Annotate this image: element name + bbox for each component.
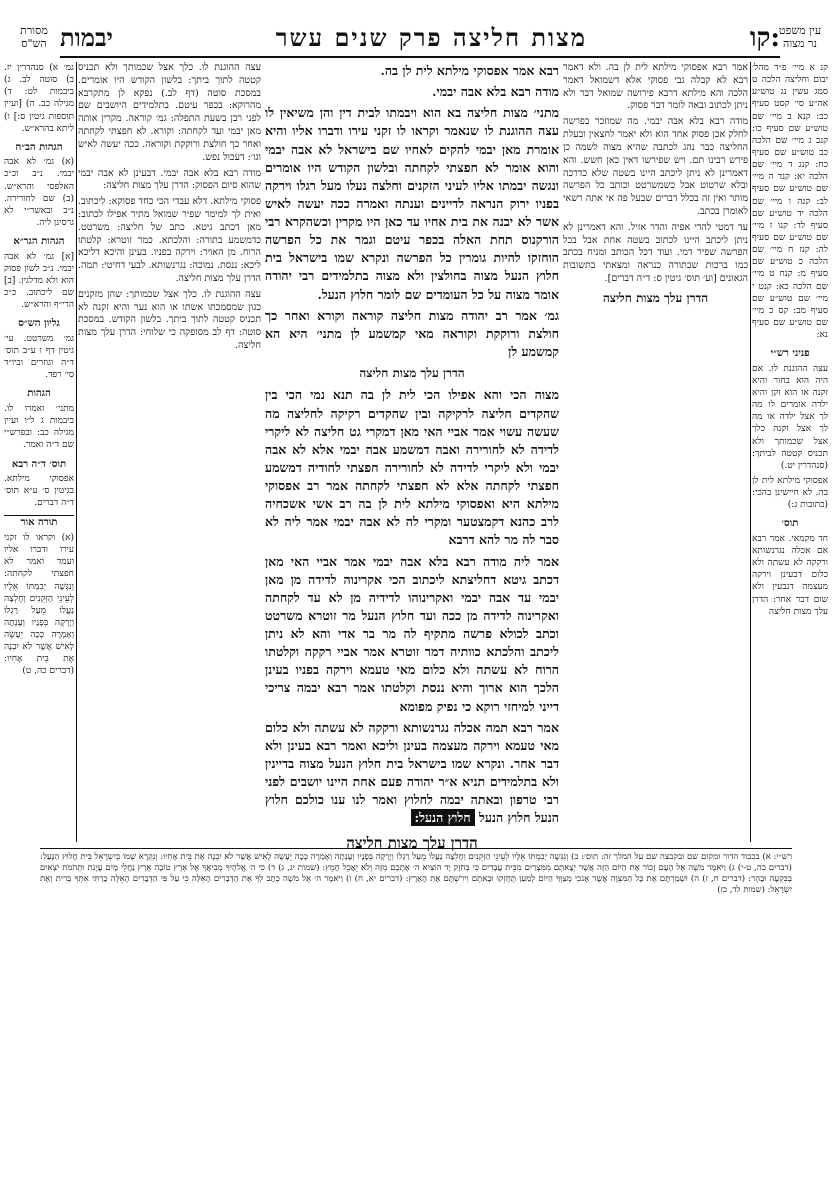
tosfot-hadran: הדרן עלך מצות חליצה [602, 290, 709, 305]
gemara-p6: אמר ליה מודה רבא בלא אבה יבמי אמר אביי האי מאן דכתב גיטא דחליצתא ליכתוב הכי אקרינוה לדידה מן מאן יבמי עד אבה יבמי ואקרינוהו לדידיה מן לא עד לקחתה ואקרינוה לדידה מן ככה ועד חלוץ הנעל מר זוטרא משרטט וכתב לכולא פרשה מתקיף לה מר בר אדי והא לא ניתן ליכתב והלכתא כוותיה דמר זוטרא אמר אביי רקקה וקלטתו הרוח לא עשתה ולא כלום מאי טעמא וירקה בפניו בעינן הלכך הוא ארוך והיא ננסת וקלטתו אמר רבא יבמה צריכי דייני למיחזי רוקא כי נפיק מפומא [265, 553, 559, 714]
rashi-paragraph-3: פסוקי מילתא. דלא עבדי הכי כחד פסוקא: ליכתוב. ואית לך למימר שפיר שמואל מתיר אפילו לכתוב: מאן דכתב גיטא. כתב של חליצה: משרטט. כדמשמע בתורה: והלכתא. כמר זוטרא: קלטתו הרוח. מן האויר: וירקה בפניו. בעינן והיכא דליכא ליכא: ננסת. נמוכה: נגרנשותא. לבעי דחיטי: תמה. הדרן עלך מצות חליצה. [78, 196, 261, 284]
torah-or-text: (א) וקראו לו זקני עירו ודברו אליו ועמד ואמר לא חפצתי לקחתה: וְנִגְּשָׁה יְבִמְתּוֹ אֵלָיו לְעֵינֵי הַזְּקֵנִים וְחָלְצָה נַעֲלוֹ מֵעַל רַגְלוֹ וְיָרְקָה בְּפָנָיו וְעָנְתָה וְאָמְרָה כָּכָה יֵעָשֶׂה לָאִישׁ אֲשֶׁר לֹא יִבְנֶה אֶת בֵּית אָחִיו: (דברים כה, ט) [4, 532, 74, 677]
daf-number: קו: [749, 23, 780, 53]
ein-mishpat-label: עין משפט נר מצוה [778, 24, 822, 51]
tosfot-rava-heading: תוס׳ ד״ה רבא [11, 458, 67, 470]
tosfot-paragraph-1: אמר רבא אפסוקי מילתא לית לן בה. ולא דאמר רבא לא קבלה גבי פסוקי אלא דשמואל דאמר הלכה והא מילתא דרבא פירושה שמואל דבר ולא ניתן לכתוב ובאה לומר דבר פסוק. [563, 62, 748, 112]
pninei-rashi-text-2: אפסוקי מילתא לית לן בה. לא חיישינן בהכי: (כתובות ג:) [752, 476, 828, 511]
left-margin-column [4, 62, 74, 842]
ein-mishpat-column [752, 62, 828, 842]
gemara-paragraph [265, 307, 559, 361]
mishna-text: מצות חליצה בא הוא ויבמתו לבית דין והן משיאין לו עצה ההוגנת לו שנאמר וקראו לו זקני עירו ודברו אליו והיא אומרת מאן יבמי להקים לאחיו שם בישראל לא אבה יבמי והוא אומר לא חפצתי לקחתה ובלשון הקודש היו אומרים ונגשה יבמתו אליו לעיני הזקנים וחלצה נעלו מעל רגלו וירקה בפניו ירוק הנראה לדיינים וענתה ואמרה ככה יעשה לאיש אשר לא יבנה את בית אחיו עד כאן היו מקרין וכשהקרא רבי הורקנוס תחת האלה בכפר עיטם וגמר את כל הפרשה הוחזקו להיות גומרין כל הפרשה ונקרא שמו בישראל בית חלוץ הנעל מצוה בחולצין ולא מצוה בתלמידים רבי יהודה אומר מצוה על כל העומדים שם לומר חלוץ הנעל. [265, 105, 559, 302]
gemara-p7 [265, 719, 559, 828]
torah-or-heading: תורה אור [4, 515, 74, 530]
rashi-paragraph-4: עצה ההוגנת לו. כלך אצל שכמותך: שהן מזקנים כגון שמסמכתו אשתו או הוא נער והיא זקנה לא תכניס קטטה לתוך ביתך. בלשון הקודש. במסכת סוטה: דף לב מסופקה כי שלוחי: הדרן עלך מצות חליצה. [78, 288, 261, 352]
footnotes-area [40, 848, 792, 896]
rashi-column [78, 62, 261, 842]
tosfot-column [563, 62, 748, 842]
divider-left-margin [76, 62, 77, 842]
footnotes-text: רש״י: א) בכבוד הדור ומקום שם ובקבצה שם על המלך זה: תוס׳: ב) וְנִגְּשָׁה יְבִמְתּוֹ אֵלָיו לְעֵינֵי הַזְּקֵנִים וְחָלְצָה נַעֲלוֹ מֵעַל רַגְלוֹ וְיָרְקָה בְּפָנָיו וְעָנְתָה וְאָמְרָה כָּכָה יֵעָשֶׂה לָאִישׁ אֲשֶׁר לֹא יִבְנֶה אֶת בֵּית אָחִיו: וְנִקְרָא שְׁמוֹ בְּיִשְׂרָאֵל בֵּית חֲלוּץ הַנָּעַל: (דברים כה, ט-י) ג) וַיֹּאמֶר מֹשֶׁה אֶל הָעָם זָכוֹר אֶת הַיּוֹם הַזֶּה אֲשֶׁר יְצָאתֶם מִמִּצְרַיִם מִבֵּית עֲבָדִים כִּי בְּחֹזֶק יָד הוֹצִיא ה׳ אֶתְכֶם מִזֶּה וְלֹא יֵאָכֵל חָמֵץ: (שמות יג, ג) ד) כִּי ה׳ אֱלֹהֶיךָ מְבִיאֲךָ אֶל אֶרֶץ טוֹבָה אֶרֶץ נַחֲלֵי מָיִם עֲיָנֹת וּתְהֹמֹת יֹצְאִים בַּבִּקְעָה וּבָהָר: (דברים ח, ז) ה) וּשְׁמַרְתֶּם אֶת כָּל הַמִּצְוָה אֲשֶׁר אָנֹכִי מְצַוְּךָ הַיּוֹם לְמַעַן תֶּחֶזְקוּ וּבָאתֶם וִירִשְׁתֶּם אֶת הָאָרֶץ: (דברים יא, ח) ו) וַיֹּאמֶר ה׳ אֶל מֹשֶׁה כְּתָב לְךָ אֶת הַדְּבָרִים הָאֵלֶּה כִּי עַל פִּי הַדְּבָרִים הָאֵלֶּה כָּרַתִּי אִתְּךָ בְּרִית וְאֶת יִשְׂרָאֵל: (שמות לד, כז) [40, 852, 792, 896]
tosfot-paragraph-3: עד דמטי להדי אפיה והדר אזיל. והא דאמרינן לא ניתן ליכתב היינו לכתוב בשטה אחת אבל בכל הפרשה שפיר דמי. ועוד דכל הכותב ומניח בכתב כמו ברכות שבתורה כנראה ומצאתי בתשובות הגאונים [וע׳ תוס׳ גיטין ס: ד״ה דברים]. [563, 221, 748, 284]
divider-right-margin [750, 62, 751, 842]
gemara-label: גמ׳ [544, 307, 559, 323]
gemara-column [265, 62, 559, 853]
ein-mishpat-text: קנ א מיי׳ פ״ד מהל׳ יבום וחליצה הלכה ט סמג עשין נג טוש״ע אה״ע סי׳ קסט סעיף כב: קנא ב מיי׳ שם טוש״ע שם סעיף כו: קנב ג מיי׳ שם הלכה כב טוש״ע שם סעיף כח: קנג ד מיי׳ שם הלכה יא: קנד ה מיי׳ שם טוש״ע שם סעיף לב: קנה ו מיי׳ שם הלכה יד טוש״ע שם סעיף לד: קנו ז מיי׳ שם טוש״ע שם סעיף לה: קנז ח מיי׳ שם הלכה כ טוש״ע שם סעיף מ: קנח ט מיי׳ שם הלכה כא: קנט י מיי׳ שם טוש״ע שם סעיף מב: קס כ מיי׳ שם טוש״ע שם סעיף נא: [752, 63, 828, 341]
boxed-word: חלוץ הנעל: [411, 809, 475, 826]
gilyon-hashas-text: גמ׳ משרטט. עי׳ גיטין דף ו ע״ב תוס׳ ד״ה וגוזרים וביו״ד סי׳ רפד. [4, 333, 74, 381]
masoret-hashas-label: מסורת הש"ס [20, 24, 48, 51]
hagahot-text: מתני׳ ואמרו לו. ביבמות ג ל״ו ועיין מגילה כב: ובפרש״י שם ד״ה ואמר. [4, 403, 74, 451]
hagahot-hagra-text: [א] גמ׳ לא אבה יבמי. נ״ב לשון פסוק הוא ולא מדלגין. [ב] שם ליכתוב. כ״כ הרי״ף והרא״ש. [4, 251, 74, 311]
hagahot-habach-text: (א) גמ׳ לא אבה יבמי. נ״ב וכ״כ האלפסי והרא״ש. (ב) שם לחורירה. נ״ב ובאשר״י לא גרסינן ליה. [4, 157, 74, 229]
page-header [60, 20, 780, 58]
gemara-text: אמר רב יהודה מצות חליצה קוראה וקורא ואחר כך חולצת ורוקקת וקוראה מאי קמשמע לן מתני׳ היא הא קמשמע לן [265, 307, 559, 359]
hadran-heading-2: הדרן עלך מצות חליצה [346, 834, 478, 853]
tosfot-side-text: חד מקמאי. אמר רבא אם אכלה נגרנשותא ורקקה לא עשתה ולא כלום דבעינן וירקה מעצמה דנבעין ולא שום דבר אחר: הדרן עלך מצות חליצה [752, 533, 828, 617]
hagahot-habach-heading: הגהות הב״ח [15, 141, 63, 153]
hagahot-hagra-heading: הגהות הגר״א [13, 236, 65, 248]
tractate-name: יבמות [60, 23, 113, 52]
tosfot-side-heading: תוס׳ [781, 518, 799, 530]
gemara-p2: מודה רבא בלא אבה יבמי. [432, 84, 559, 100]
pninei-rashi-text: עצה ההוגנת לו. אם היה הוא בחור והיא זקנה או הוא זקן והיא ילדה אומרים לו מה לך אצל ילדה או מה לך אצל זקנה כלך אצל שכמותך ולא תכניס קטטה לביתך: (סנהדרין יט.) [752, 363, 828, 471]
mishna-label: מתני׳ [533, 105, 559, 121]
mishna-paragraph [265, 104, 559, 303]
chapter-title: מצות חליצה פרק שנים עשר [275, 23, 587, 52]
rashi-paragraph-2: מודה רבא בלא אבה יבמי. דבעינן לא אבה יבמי שהוא סיום הפסוק: הדרן עלך מצות חליצה: [78, 167, 261, 192]
masoret-hashas-text: גמ׳ א) סנהדרין יז. ב) סוטה לב. ג) ביבמות לט: ד) מגילה כב. ה) [ועיין תוספות גיטין ס:] ו) ליתא בהרא״ש. [4, 63, 74, 134]
gemara-p5: מצוה הכי והא אפילו הכי לית לן בה תנא נמי הכי בין שהקדים חליצה לרקיקה ובין שהקדים רקיקה לחליצה מה שעשה עשוי אמר אביי האי מאן דמקרי גט חליצה לא ליקרי לדידה לא לחורירה ואבה דמשמע אבה יבמי אלא לא אבה יבמי ולא ליקרי לדידה לא לחורירה חפצתי לחודיה דמשמע חפצתי לקחתה אלא לא חפצתי לקחתה אמר רב אפסוקי מילתא היא ואפסוקי מילתא לית לן בה רב אשי אשכחיה לרב כהנא דקמצטער ומקרי לה לא אבה יבמי אמר ליה לא סבר לה מר להא דרבא [265, 387, 559, 548]
gilyon-hashas-heading: גליון הש״ס [18, 318, 60, 330]
gemara-p1: רבא אמר אפסוקי מילתא לית לן בה. [380, 63, 559, 78]
hagahot-heading: הגהות [27, 388, 51, 400]
hadran-heading-1: הדרן עלך מצות חליצה [359, 366, 465, 380]
gemara-p7-text: אמר רבא תמה אכלה נגרנשותא ורקקה לא עשתה ולא כלום מאי טעמא וירקה מעצמה בעינן וליכא ואמר רבא בעינן ולא דבר אחר. ונקרא שמו בישראל בית חלוץ הנעל מצוה בדיינין ולא בתלמידים תניא א״ר יהודה פעם אחת היינו יושבים לפני רבי טרפון ובאתה יבמה לחלוץ ואמר לנו ענו כולכם חלוץ הנעל חלוץ הנעל [265, 719, 559, 826]
pninei-rashi-heading: פניני רש״י [770, 348, 810, 360]
rashi-paragraph-1: עצה ההוגנת לו. כלך אצל שכמותך ולא תכניס קטטה לתוך ביתך: בלשון הקודש היו אומרים. במסכת סוטה (דף לב.) נפקא לן מתקרבא מהרוקא: בכפר עיטם. בתלמידים היושבים שם לפני רבן בשעת התפלה: גמ׳ קוראה. מקרין אותה מאן יבמי ועד לקחתה: וקורא. לא חפצתי לקחתה ואחר כך חולצת ורוקקת וקוראה. ככה יעשה לאיש וגו׳: דעכול נפש. [78, 62, 261, 163]
tosfot-paragraph-2: מודה רבא בלא אבה יבמי. מה שמוזכר בפרשה לחלק אכן פסוק אחד הוא ולא יאמר לחצאין ובעלת החליצה כבר נהג לכתבה שהיא מצוה לשמה כן פירש רבינו תם. ויש שפירשו דאין כאן חשש. והא דאמרינן לא ניתן ליכתב היינו בשטה שלא כדרכה ובלא שרטוט אבל כשמשרטט וכותב כל הפרשה מותר ואין זה בכלל דברים שבעל פה אי אתה רשאי לאומרן בכתב. [563, 116, 748, 217]
tosfot-rava-text: אפסוקי מילתא. בגיטין ס׳ ע״א תוס׳ ד״ה דברים. [4, 474, 74, 509]
